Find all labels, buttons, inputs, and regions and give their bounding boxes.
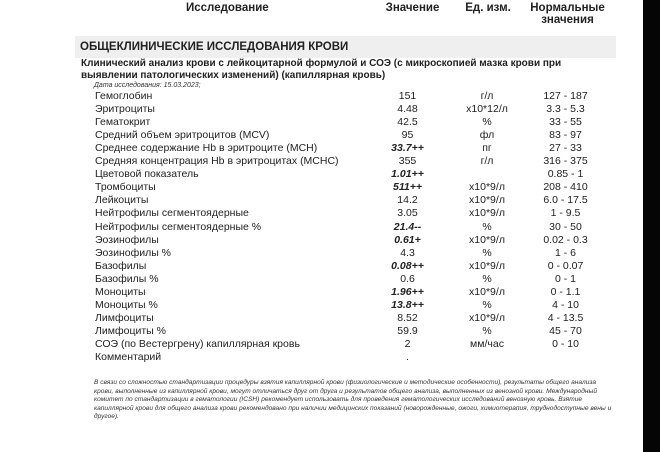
result-norm: 4 - 10 [552, 298, 579, 311]
header-unit: Ед. изм. [465, 2, 511, 14]
result-name: Средний объем эритроцитов (MCV) [95, 129, 270, 142]
result-unit: г/л [480, 155, 494, 168]
result-unit: % [482, 272, 492, 285]
result-name: Лимфоциты % [95, 324, 166, 337]
result-name: Гематокрит [95, 116, 151, 129]
table-row [0, 286, 643, 299]
table-row [0, 207, 643, 220]
result-name: Эритроциты [95, 103, 155, 116]
result-unit: x10*12/л [466, 103, 508, 116]
footnote: В связи со сложностью стандартизации процедуры взятия капиллярной крови (физиологические и методические особенности), результаты общего анализа крови, выполненные из капиллярной крови, могут отличаться друг от друга и результатов общего анализа, выполненных из венозной крови. Международный комитет по стандартизации в гематологии (ICSH) рекомендует использовать для проведения гематологических исследований венозную кровь. Взятие капиллярной крови для общего анализа крови рекомендовано при наличии медицинских показаний (новорожденные, ожоги, химиотерапия, труднодоступные вены и другое). [94, 379, 612, 421]
table-row [0, 221, 643, 234]
result-norm: 127 - 187 [543, 90, 588, 102]
result-name: Цветовой показатель [95, 168, 199, 181]
section-title: ОБЩЕКЛИНИЧЕСКИЕ ИССЛЕДОВАНИЯ КРОВИ [75, 36, 616, 58]
result-norm: 0 - 0.07 [547, 259, 584, 272]
result-norm: 0 - 1.1 [550, 285, 581, 298]
result-norm: 1 - 9.5 [550, 207, 581, 220]
result-name: Базофилы [95, 259, 147, 272]
result-unit: x10*9/л [469, 233, 505, 246]
result-value: 0.08++ [391, 259, 424, 272]
result-value: 4.3 [400, 246, 415, 259]
result-unit: % [482, 116, 492, 129]
result-unit: % [482, 298, 492, 311]
result-name: Гемоглобин [95, 90, 153, 102]
result-unit: мм/час [470, 337, 504, 350]
result-norm: 83 - 97 [549, 129, 582, 142]
table-row [0, 325, 643, 338]
table-row [0, 234, 643, 247]
result-value: 511++ [392, 181, 422, 194]
result-norm: 45 - 70 [549, 324, 582, 337]
result-norm: 3.3 - 5.3 [546, 103, 585, 116]
result-value: . [406, 351, 409, 363]
result-unit: фл [479, 129, 495, 142]
result-unit: x10*9/л [469, 285, 505, 298]
result-norm: 4 - 13.5 [547, 311, 584, 324]
table-row [0, 351, 643, 364]
result-value: 14.2 [397, 194, 418, 207]
result-norm: 0.02 - 0.3 [543, 233, 588, 246]
dark-edge [643, 0, 660, 452]
table-row [0, 194, 643, 207]
result-norm: 208 - 410 [543, 181, 588, 194]
table-row [0, 103, 643, 116]
result-name: Тромбоциты [95, 181, 156, 194]
result-norm: 6.0 - 17.5 [543, 194, 588, 207]
result-unit: x10*9/л [469, 259, 505, 272]
result-value: 151 [398, 90, 417, 102]
analysis-title: Клинический анализ крови с лейкоцитарной формулой и СОЭ (с микроскопией мазка крови при выявлении патологических изменений) (капиллярная кровь) [81, 58, 562, 81]
result-name: Эозинофилы % [95, 246, 172, 259]
result-norm: 0 - 10 [552, 337, 579, 350]
result-value: 4.48 [397, 103, 418, 116]
result-unit: % [482, 246, 492, 259]
result-name: Эозинофилы [95, 233, 159, 246]
table-row [0, 142, 643, 155]
table-row [0, 299, 643, 312]
result-value: 33.7++ [391, 142, 424, 155]
table-row [0, 247, 643, 260]
result-value: 21.4-- [393, 220, 422, 233]
result-unit: x10*9/л [469, 181, 505, 194]
header-test: Исследование [186, 2, 269, 14]
result-name: Нейтрофилы сегментоядерные [95, 207, 249, 220]
table-row [0, 129, 643, 142]
result-unit: пг [482, 142, 492, 155]
result-norm: 0.85 - 1 [547, 168, 584, 181]
result-name: Средняя концентрация Hb в эритроцитах (MCHC) [95, 155, 339, 168]
table-row [0, 168, 643, 181]
result-name: Среднее содержание Hb в эритроците (MCH) [95, 142, 318, 155]
table-row [0, 116, 643, 129]
result-value: 59.9 [397, 324, 418, 337]
result-value: 1.01++ [391, 168, 424, 181]
result-unit: г/л [480, 90, 494, 102]
header-norm-line2: значения [541, 14, 594, 26]
result-unit: x10*9/л [469, 194, 505, 207]
result-value: 1.96++ [391, 285, 424, 298]
result-norm: 30 - 50 [549, 220, 582, 233]
analysis-date: Дата исследования: 15.03.2023; [94, 82, 201, 89]
result-norm: 1 - 6 [554, 246, 576, 259]
table-row [0, 181, 643, 194]
header-norm-line1: Нормальные [530, 2, 605, 14]
table-row [0, 312, 643, 325]
result-value: 0.6 [400, 272, 415, 285]
result-name: СОЭ (по Вестергрену) капиллярная кровь [95, 337, 300, 350]
table-row [0, 273, 643, 286]
result-value: 42.5 [397, 116, 418, 129]
result-unit: % [482, 220, 492, 233]
result-name: Базофилы % [95, 272, 159, 285]
result-name: Лимфоциты [95, 311, 154, 324]
result-unit: % [482, 324, 492, 337]
result-value: 13.8++ [391, 298, 424, 311]
result-value: 355 [398, 155, 417, 168]
table-row [0, 90, 643, 103]
table-row [0, 260, 643, 273]
result-unit: x10*9/л [469, 207, 505, 220]
result-name: Моноциты % [95, 298, 158, 311]
result-value: 8.52 [397, 311, 418, 324]
result-value: 0.61+ [394, 233, 421, 246]
header-value: Значение [385, 2, 440, 14]
result-name: Лейкоциты [95, 194, 149, 207]
table-row [0, 155, 643, 168]
result-value: 95 [401, 129, 414, 142]
result-norm: 27 - 33 [549, 142, 582, 155]
result-unit: x10*9/л [469, 311, 505, 324]
header-norm [520, 2, 615, 26]
result-norm: 33 - 55 [549, 116, 582, 129]
table-row [0, 338, 643, 351]
result-name: Моноциты [95, 285, 146, 298]
result-name: Комментарий [95, 351, 162, 363]
result-value: 3.05 [397, 207, 418, 220]
result-value: 2 [404, 337, 411, 350]
result-norm: 316 - 375 [543, 155, 588, 168]
result-name: Нейтрофилы сегментоядерные % [95, 220, 262, 233]
result-norm: 0 - 1 [554, 272, 576, 285]
